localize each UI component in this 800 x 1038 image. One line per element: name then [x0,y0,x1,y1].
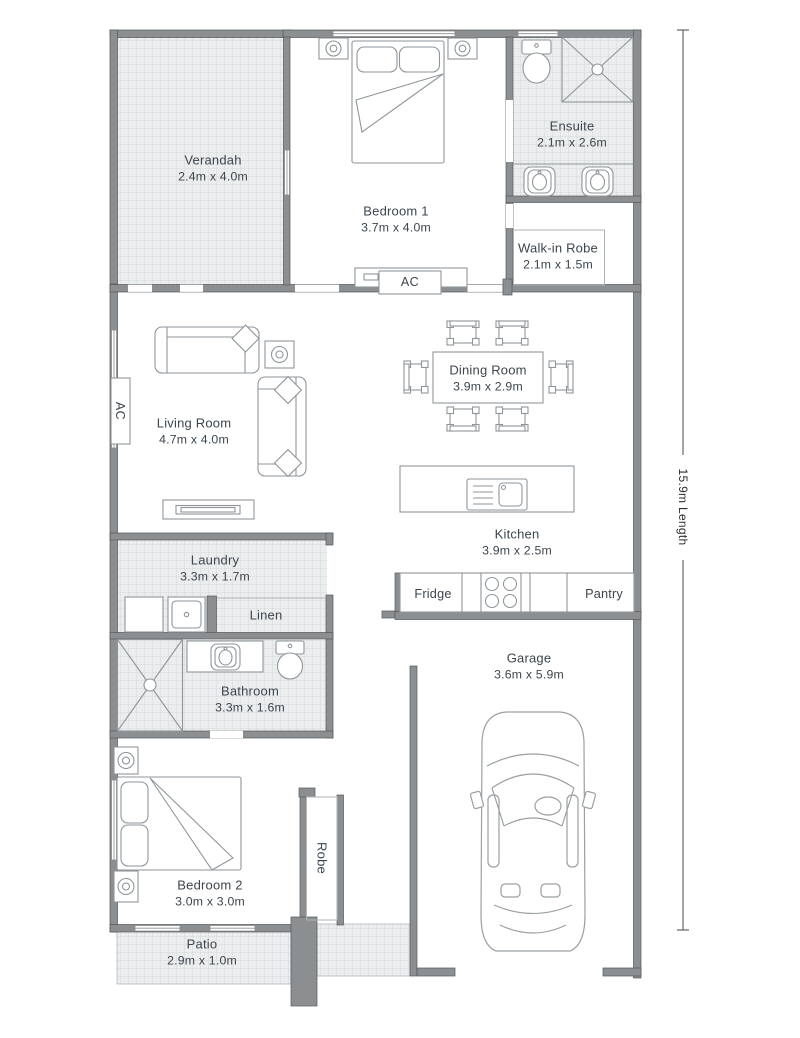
room-name: Robe [314,842,330,874]
room-name: Living Room [156,415,232,431]
nightstand-icon [448,38,477,59]
room-label-linen [250,608,283,625]
fridge-label: Fridge [414,586,452,601]
room-size: 3.9m x 2.9m [453,379,523,394]
toilet-icon [276,641,304,679]
double-bed-icon [117,777,241,870]
side-table-icon [265,341,294,368]
double-bed-icon [352,41,444,163]
room-label-ensuite [537,119,607,152]
nightstand-icon [319,38,348,59]
washer-icon [125,597,163,632]
nightstand-icon [114,871,138,902]
room-label-bedroom2 [175,878,245,911]
room-name: Patio [186,936,218,952]
nightstand-icon [114,747,138,774]
room-name: Garage [506,650,552,666]
tv-unit-icon [163,500,254,519]
ac-label-living: AC [113,401,127,421]
ac-label-bedroom: AC [400,275,420,289]
basin-icon [524,167,555,196]
room-size: 2.1m x 1.5m [523,257,593,272]
room-name: Laundry [190,552,240,568]
room-name: Kitchen [494,526,540,542]
room-label-living-room [157,416,231,449]
sofa-icon [258,377,306,477]
room-name: Ensuite [549,118,595,134]
room-label-dining-room [449,363,526,396]
room-label-bathroom [215,684,285,717]
room-name: Walk-in Robe [518,240,598,256]
room-size: 2.1m x 2.6m [537,135,607,150]
room-size: 3.0m x 3.0m [175,894,245,909]
room-label-verandah [178,153,248,186]
length-dimension-label: 15.9m Length [676,468,690,546]
toilet-icon [522,40,551,83]
cooktop-icon [481,573,521,612]
room-label-bedroom1 [361,204,431,237]
room-size: 2.4m x 4.0m [178,169,248,184]
room-size: 3.9m x 2.5m [482,543,552,558]
room-name: Bedroom 1 [363,203,429,219]
room-label-walk-in-robe [518,241,598,274]
room-name: Bedroom 2 [177,877,243,893]
room-size: 3.3m x 1.6m [215,700,285,715]
room-size: 2.9m x 1.0m [167,953,237,968]
room-label-kitchen [482,527,552,560]
laundry-tub-icon [168,597,205,632]
room-name: Linen [249,607,283,623]
room-size: 3.7m x 4.0m [361,220,431,235]
basin-icon [582,167,613,196]
vanity-icon [187,641,263,672]
room-label-robe [313,842,330,874]
room-label-garage [494,651,564,684]
sink-icon [467,479,527,510]
room-size: 4.7m x 4.0m [159,432,229,447]
bedroom1-furniture [319,38,477,294]
room-name: Bathroom [221,683,279,699]
car-icon [470,712,596,951]
sofa-icon [155,325,259,373]
room-size: 3.3m x 1.7m [180,569,250,584]
pantry-label: Pantry [585,586,623,601]
room-name: Verandah [184,152,242,168]
room-name: Dining Room [449,362,527,378]
room-label-patio [167,937,237,970]
room-label-laundry [180,553,250,586]
room-size: 3.6m x 5.9m [494,667,564,682]
